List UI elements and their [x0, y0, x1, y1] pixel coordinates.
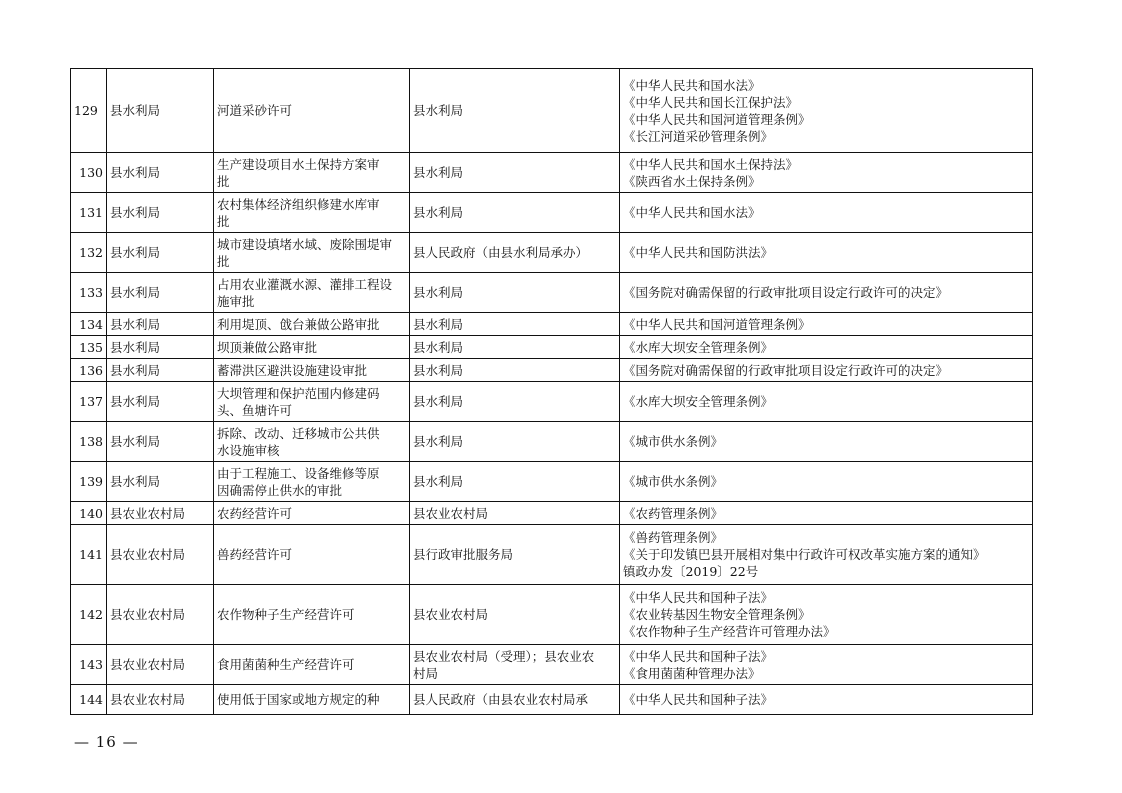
permit-table: [70, 68, 1033, 715]
item-name-line: 蓄滞洪区避洪设施建设审批: [217, 362, 368, 378]
permit-table-body: [71, 69, 1033, 715]
item-name-cell: [214, 153, 410, 193]
legal-basis-line: 《城市供水条例》: [623, 434, 724, 449]
legal-basis-line: 《中华人民共和国防洪法》: [623, 245, 774, 260]
item-name-line: 占用农业灌溉水源、灌排工程设: [217, 276, 393, 292]
page-number: — 16 —: [74, 733, 139, 751]
legal-basis-cell: [620, 336, 1033, 359]
table-row: [71, 645, 1033, 685]
legal-basis-cell: [620, 382, 1033, 422]
agency-line: 县水利局: [413, 339, 464, 355]
legal-basis-cell: [620, 685, 1033, 715]
row-number: 130: [71, 153, 107, 193]
table-row: [71, 462, 1033, 502]
table-row: [71, 313, 1033, 336]
item-name-line: 农村集体经济组织修建水库审: [217, 196, 380, 212]
row-number: 141: [71, 525, 107, 585]
legal-basis-line: 《关于印发镇巴县开展相对集中行政许可权改革实施方案的通知》: [623, 547, 986, 562]
row-number: 139: [71, 462, 107, 502]
legal-basis-cell: [620, 69, 1033, 153]
table-row: [71, 193, 1033, 233]
legal-basis-cell: [620, 233, 1033, 273]
item-name-cell: [214, 382, 410, 422]
legal-basis-line: 《国务院对确需保留的行政审批项目设定行政许可的决定》: [623, 362, 949, 378]
legal-basis-cell: [620, 525, 1033, 585]
agency-cell: [410, 193, 620, 233]
table-row: [71, 153, 1033, 193]
legal-basis-line: 《农业转基因生物安全管理条例》: [623, 607, 811, 622]
table-row: [71, 422, 1033, 462]
row-number: 136: [71, 359, 107, 382]
item-name-line: 食用菌菌种生产经营许可: [217, 657, 355, 672]
agency-cell: [410, 273, 620, 313]
legal-basis-line: 《农作物种子生产经营许可管理办法》: [623, 624, 836, 639]
row-number: 144: [71, 685, 107, 715]
item-name-line: 头、鱼塘许可: [217, 402, 293, 418]
agency-line: 县水利局: [413, 165, 464, 180]
legal-basis-line: 《中华人民共和国长江保护法》: [623, 94, 799, 110]
legal-basis-line: 《中华人民共和国种子法》: [623, 648, 774, 664]
legal-basis-line: 《水库大坝安全管理条例》: [623, 394, 774, 409]
item-name-line: 批: [217, 213, 230, 229]
item-name-line: 施审批: [217, 293, 255, 309]
item-name-cell: [214, 525, 410, 585]
legal-basis-line: 《农药管理条例》: [623, 505, 724, 521]
row-number: 138: [71, 422, 107, 462]
item-name-line: 因确需停止供水的审批: [217, 482, 343, 498]
item-name-cell: [214, 273, 410, 313]
legal-basis-cell: [620, 313, 1033, 336]
item-name-cell: [214, 336, 410, 359]
item-name-line: 农作物种子生产经营许可: [217, 607, 355, 622]
table-row: [71, 69, 1033, 153]
item-name-cell: [214, 685, 410, 715]
item-name-line: 兽药经营许可: [217, 547, 293, 562]
row-number: 132: [71, 233, 107, 273]
legal-basis-line: 《中华人民共和国河道管理条例》: [623, 111, 811, 127]
item-name-cell: [214, 645, 410, 685]
department-cell: 县水利局: [107, 273, 214, 313]
agency-cell: [410, 313, 620, 336]
legal-basis-cell: [620, 359, 1033, 382]
item-name-line: 由于工程施工、设备维修等原: [217, 465, 380, 481]
agency-line: 县水利局: [413, 285, 464, 300]
department-cell: 县农业农村局: [107, 685, 214, 715]
department-cell: 县农业农村局: [107, 502, 214, 525]
legal-basis-cell: [620, 273, 1033, 313]
agency-line: 县水利局: [413, 394, 464, 409]
item-name-cell: [214, 69, 410, 153]
table-row: [71, 273, 1033, 313]
agency-cell: [410, 422, 620, 462]
legal-basis-cell: [620, 645, 1033, 685]
table-row: [71, 336, 1033, 359]
row-number: 140: [71, 502, 107, 525]
department-cell: 县水利局: [107, 382, 214, 422]
item-name-line: 河道采砂许可: [217, 103, 293, 118]
department-cell: 县农业农村局: [107, 645, 214, 685]
row-number: 143: [71, 645, 107, 685]
agency-line: 县农业农村局（受理）；县农业农: [413, 648, 595, 664]
row-number: 129: [71, 69, 107, 153]
item-name-line: 批: [217, 173, 230, 189]
agency-cell: [410, 69, 620, 153]
item-name-line: 农药经营许可: [217, 505, 293, 521]
agency-line: 县农业农村局: [413, 505, 489, 521]
table-row: [71, 685, 1033, 715]
item-name-cell: [214, 233, 410, 273]
table-row: [71, 233, 1033, 273]
table-row: [71, 502, 1033, 525]
legal-basis-line: 《国务院对确需保留的行政审批项目设定行政许可的决定》: [623, 285, 949, 300]
department-cell: 县水利局: [107, 69, 214, 153]
row-number: 134: [71, 313, 107, 336]
legal-basis-cell: [620, 502, 1033, 525]
legal-basis-line: 《中华人民共和国河道管理条例》: [623, 316, 811, 332]
agency-cell: [410, 382, 620, 422]
legal-basis-line: 《中华人民共和国水土保持法》: [623, 156, 799, 172]
legal-basis-cell: [620, 422, 1033, 462]
department-cell: 县水利局: [107, 336, 214, 359]
item-name-line: 坝顶兼做公路审批: [217, 339, 318, 355]
legal-basis-line: 《中华人民共和国种子法》: [623, 692, 774, 707]
agency-line: 县水利局: [413, 103, 464, 118]
legal-basis-line: 《食用菌菌种管理办法》: [623, 665, 761, 681]
item-name-line: 利用堤顶、戗台兼做公路审批: [217, 316, 380, 332]
item-name-line: 大坝管理和保护范围内修建码: [217, 385, 380, 401]
agency-line: 县农业农村局: [413, 607, 489, 622]
item-name-cell: [214, 313, 410, 336]
legal-basis-cell: [620, 462, 1033, 502]
legal-basis-line: 《城市供水条例》: [623, 474, 724, 489]
table-row: [71, 382, 1033, 422]
table-row: [71, 525, 1033, 585]
row-number: 131: [71, 193, 107, 233]
item-name-cell: [214, 359, 410, 382]
department-cell: 县水利局: [107, 153, 214, 193]
item-name-line: 生产建设项目水土保持方案审: [217, 156, 380, 172]
item-name-cell: [214, 422, 410, 462]
item-name-line: 城市建设填堵水域、废除围堤审: [217, 236, 393, 252]
item-name-line: 拆除、改动、迁移城市公共供: [217, 425, 380, 441]
agency-cell: [410, 525, 620, 585]
table-row: [71, 585, 1033, 645]
row-number: 135: [71, 336, 107, 359]
agency-cell: [410, 153, 620, 193]
agency-line: 县人民政府（由县水利局承办）: [413, 245, 589, 260]
department-cell: 县农业农村局: [107, 525, 214, 585]
legal-basis-line: 镇政办发〔2019〕22号: [623, 564, 759, 579]
department-cell: 县水利局: [107, 193, 214, 233]
legal-basis-cell: [620, 153, 1033, 193]
item-name-cell: [214, 502, 410, 525]
item-name-cell: [214, 462, 410, 502]
department-cell: 县农业农村局: [107, 585, 214, 645]
agency-cell: [410, 462, 620, 502]
agency-line: 县水利局: [413, 362, 464, 378]
agency-line: 村局: [413, 665, 439, 681]
department-cell: 县水利局: [107, 422, 214, 462]
agency-line: 县水利局: [413, 474, 464, 489]
row-number: 133: [71, 273, 107, 313]
agency-line: 县水利局: [413, 316, 464, 332]
item-name-cell: [214, 585, 410, 645]
legal-basis-line: 《陕西省水土保持条例》: [623, 173, 761, 189]
agency-cell: [410, 336, 620, 359]
agency-cell: [410, 502, 620, 525]
agency-line: 县水利局: [413, 205, 464, 220]
legal-basis-line: 《中华人民共和国种子法》: [623, 590, 774, 605]
item-name-line: 批: [217, 253, 230, 269]
row-number: 142: [71, 585, 107, 645]
agency-line: 县人民政府（由县农业农村局承: [413, 692, 589, 707]
agency-cell: [410, 645, 620, 685]
department-cell: 县水利局: [107, 313, 214, 336]
legal-basis-line: 《长江河道采砂管理条例》: [623, 128, 774, 144]
department-cell: 县水利局: [107, 233, 214, 273]
legal-basis-cell: [620, 585, 1033, 645]
item-name-cell: [214, 193, 410, 233]
item-name-line: 使用低于国家或地方规定的种: [217, 692, 380, 707]
legal-basis-line: 《水库大坝安全管理条例》: [623, 339, 774, 355]
agency-cell: [410, 685, 620, 715]
table-row: [71, 359, 1033, 382]
row-number: 137: [71, 382, 107, 422]
legal-basis-line: 《中华人民共和国水法》: [623, 77, 761, 93]
legal-basis-line: 《中华人民共和国水法》: [623, 205, 761, 220]
agency-cell: [410, 359, 620, 382]
agency-line: 县行政审批服务局: [413, 547, 514, 562]
legal-basis-line: 《兽药管理条例》: [623, 530, 724, 545]
legal-basis-cell: [620, 193, 1033, 233]
department-cell: 县水利局: [107, 462, 214, 502]
agency-cell: [410, 233, 620, 273]
agency-line: 县水利局: [413, 434, 464, 449]
item-name-line: 水设施审核: [217, 442, 280, 458]
department-cell: 县水利局: [107, 359, 214, 382]
agency-cell: [410, 585, 620, 645]
